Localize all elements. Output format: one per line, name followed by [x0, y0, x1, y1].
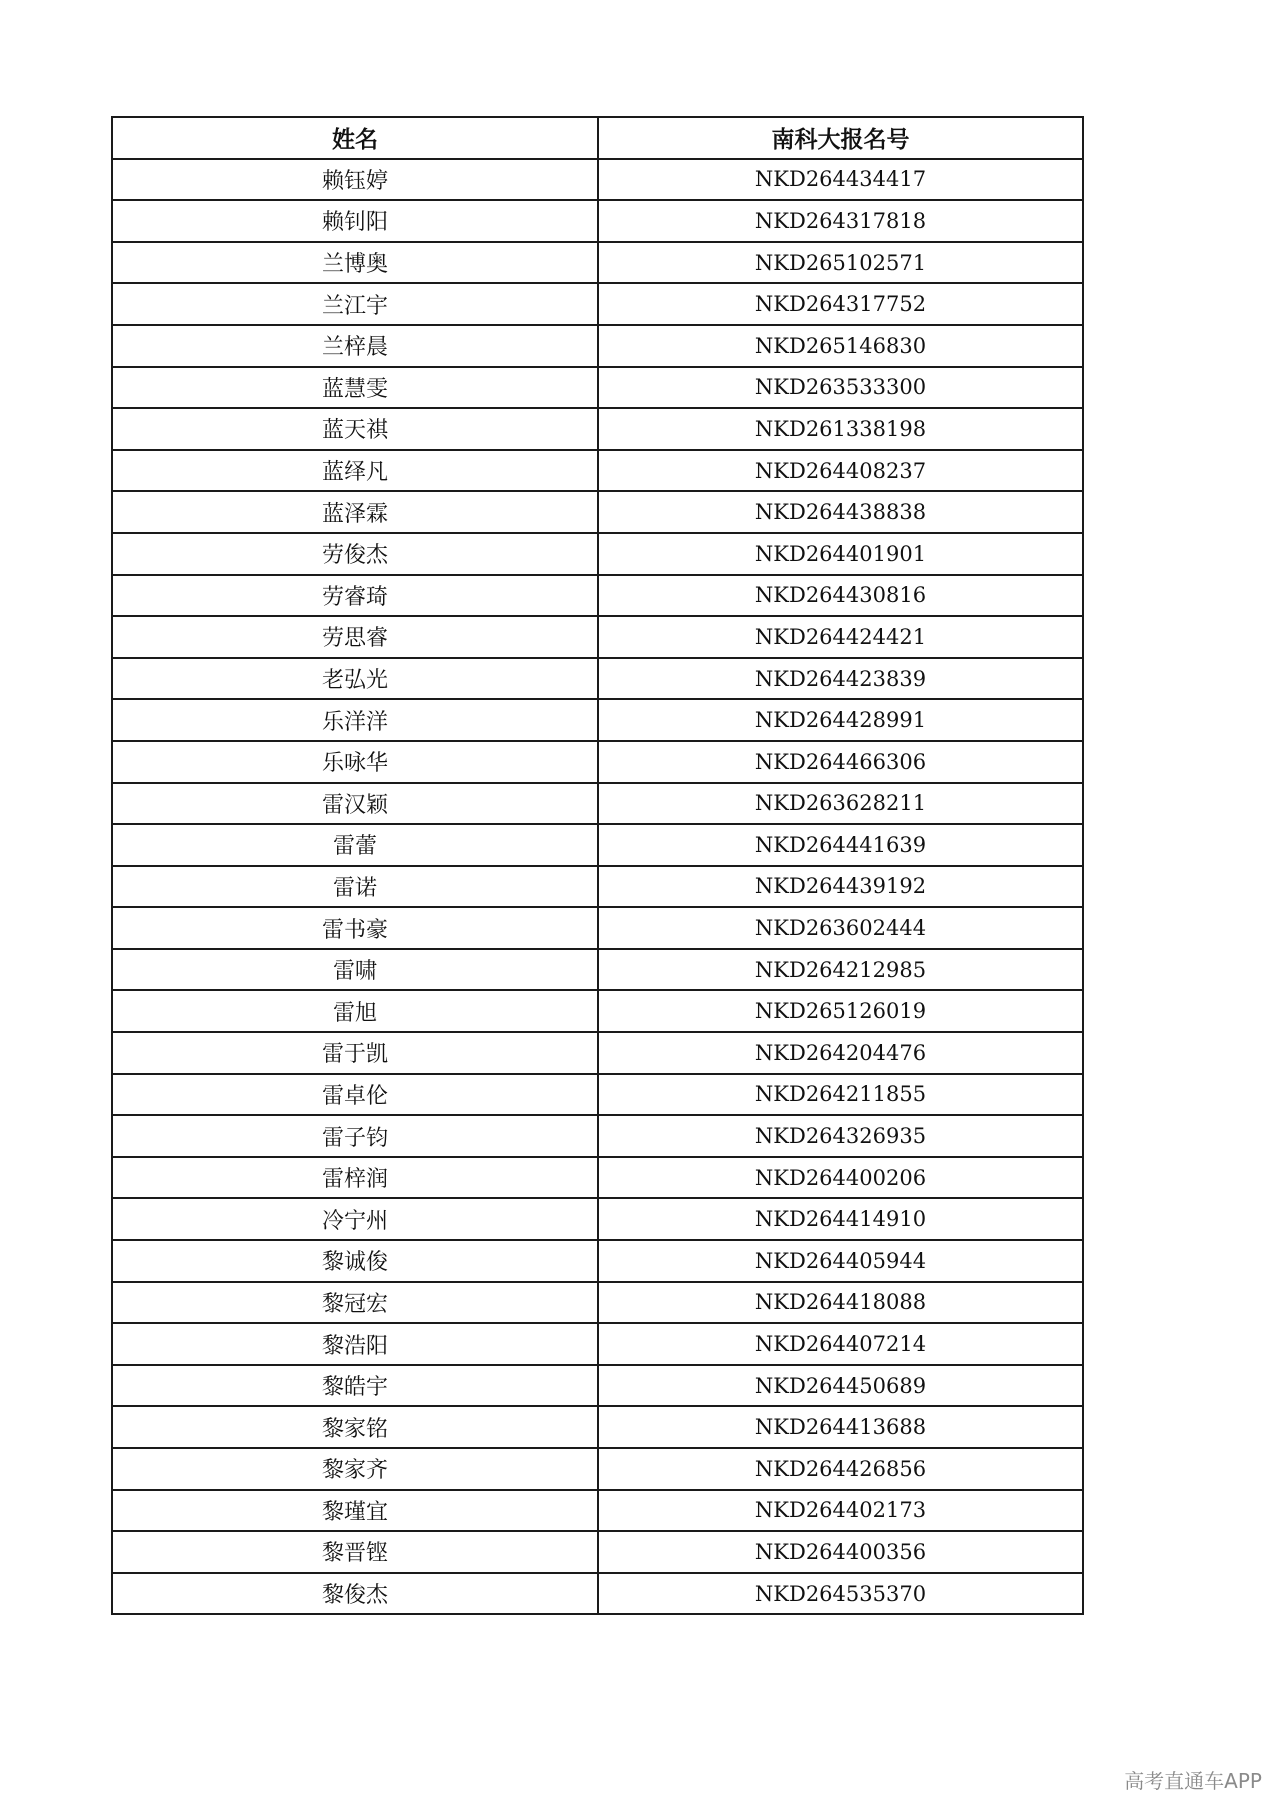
table-row [112, 1157, 1083, 1199]
registration-number-cell: NKD264424421 [598, 616, 1083, 658]
student-name-cell: 雷旭 [112, 990, 598, 1032]
student-name-cell: 雷蕾 [112, 824, 598, 866]
registration-number-cell: NKD264407214 [598, 1323, 1083, 1365]
student-name-cell: 黎家齐 [112, 1448, 598, 1490]
registration-number-cell: NKD263533300 [598, 367, 1083, 409]
student-name-cell: 黎冠宏 [112, 1282, 598, 1324]
registration-number-cell: NKD264402173 [598, 1490, 1083, 1532]
student-name-cell: 黎瑾宜 [112, 1490, 598, 1532]
registration-number-cell: NKD265126019 [598, 990, 1083, 1032]
registration-number-cell: NKD264212985 [598, 949, 1083, 991]
registration-number-cell: NKD264405944 [598, 1240, 1083, 1282]
student-name-cell: 黎家铭 [112, 1406, 598, 1448]
table-row [112, 450, 1083, 492]
admission-list-table [111, 116, 1084, 1615]
student-name-cell: 黎皓宇 [112, 1365, 598, 1407]
student-name-cell: 黎俊杰 [112, 1573, 598, 1615]
student-name-cell: 雷梓润 [112, 1157, 598, 1199]
student-name-cell: 雷汉颖 [112, 783, 598, 825]
registration-number-cell: NKD264414910 [598, 1198, 1083, 1240]
table-row [112, 242, 1083, 284]
table-row [112, 200, 1083, 242]
registration-number-cell: NKD264535370 [598, 1573, 1083, 1615]
registration-number-cell: NKD261338198 [598, 408, 1083, 450]
registration-number-cell: NKD264430816 [598, 575, 1083, 617]
table-row [112, 783, 1083, 825]
table-row [112, 907, 1083, 949]
registration-number-cell: NKD264423839 [598, 658, 1083, 700]
table-row [112, 1448, 1083, 1490]
watermark: 高考直通车APP [1124, 1769, 1262, 1793]
registration-number-cell: NKD264439192 [598, 866, 1083, 908]
table-row [112, 1531, 1083, 1573]
table-row [112, 1406, 1083, 1448]
name-column-header: 姓名 [112, 117, 598, 159]
table-row [112, 866, 1083, 908]
student-name-cell: 黎浩阳 [112, 1323, 598, 1365]
student-name-cell: 乐咏华 [112, 741, 598, 783]
table-row [112, 1573, 1083, 1615]
student-name-cell: 劳思睿 [112, 616, 598, 658]
registration-number-column-header: 南科大报名号 [598, 117, 1083, 159]
table-row [112, 658, 1083, 700]
registration-number-cell: NKD264413688 [598, 1406, 1083, 1448]
registration-number-cell: NKD264408237 [598, 450, 1083, 492]
student-name-cell: 乐洋洋 [112, 699, 598, 741]
table-row [112, 1032, 1083, 1074]
registration-number-cell: NKD264441639 [598, 824, 1083, 866]
table-row [112, 949, 1083, 991]
registration-number-cell: NKD264400206 [598, 1157, 1083, 1199]
registration-number-cell: NKD264317818 [598, 200, 1083, 242]
student-name-cell: 雷诺 [112, 866, 598, 908]
table-row [112, 1490, 1083, 1532]
table-row [112, 1115, 1083, 1157]
student-name-cell: 赖钰婷 [112, 159, 598, 201]
student-name-cell: 蓝绎凡 [112, 450, 598, 492]
table-row [112, 1074, 1083, 1116]
registration-number-cell: NKD264434417 [598, 159, 1083, 201]
table-row [112, 990, 1083, 1032]
registration-number-cell: NKD264400356 [598, 1531, 1083, 1573]
student-name-cell: 雷于凯 [112, 1032, 598, 1074]
registration-number-cell: NKD265102571 [598, 242, 1083, 284]
registration-number-cell: NKD264426856 [598, 1448, 1083, 1490]
table-row [112, 1365, 1083, 1407]
registration-number-cell: NKD264450689 [598, 1365, 1083, 1407]
student-name-cell: 雷子钧 [112, 1115, 598, 1157]
registration-number-cell: NKD265146830 [598, 325, 1083, 367]
table-row [112, 533, 1083, 575]
table-row [112, 1198, 1083, 1240]
registration-number-cell: NKD264401901 [598, 533, 1083, 575]
table-row [112, 741, 1083, 783]
table-row [112, 699, 1083, 741]
student-name-cell: 蓝泽霖 [112, 491, 598, 533]
table-body [112, 159, 1083, 1615]
table-row [112, 491, 1083, 533]
student-name-cell: 雷啸 [112, 949, 598, 991]
table-row [112, 1282, 1083, 1324]
registration-number-cell: NKD264204476 [598, 1032, 1083, 1074]
registration-number-cell: NKD264438838 [598, 491, 1083, 533]
registration-number-cell: NKD264418088 [598, 1282, 1083, 1324]
student-name-cell: 劳俊杰 [112, 533, 598, 575]
student-name-cell: 雷卓伦 [112, 1074, 598, 1116]
table-row [112, 283, 1083, 325]
student-name-cell: 劳睿琦 [112, 575, 598, 617]
student-name-cell: 蓝慧雯 [112, 367, 598, 409]
student-name-cell: 赖钊阳 [112, 200, 598, 242]
table-row [112, 367, 1083, 409]
table-row [112, 1240, 1083, 1282]
table-header-row [112, 117, 1083, 159]
table-row [112, 575, 1083, 617]
registration-number-cell: NKD264326935 [598, 1115, 1083, 1157]
table-row [112, 616, 1083, 658]
registration-number-cell: NKD264317752 [598, 283, 1083, 325]
table-row [112, 824, 1083, 866]
student-name-cell: 黎诚俊 [112, 1240, 598, 1282]
table-row [112, 325, 1083, 367]
student-name-cell: 黎晋铿 [112, 1531, 598, 1573]
student-name-cell: 兰江宇 [112, 283, 598, 325]
table-row [112, 408, 1083, 450]
student-name-cell: 雷书豪 [112, 907, 598, 949]
registration-number-cell: NKD264428991 [598, 699, 1083, 741]
student-name-cell: 老弘光 [112, 658, 598, 700]
registration-number-cell: NKD263602444 [598, 907, 1083, 949]
table-row [112, 1323, 1083, 1365]
student-name-cell: 兰梓晨 [112, 325, 598, 367]
table-row [112, 159, 1083, 201]
registration-number-cell: NKD264466306 [598, 741, 1083, 783]
student-name-cell: 蓝天祺 [112, 408, 598, 450]
registration-number-cell: NKD264211855 [598, 1074, 1083, 1116]
student-name-cell: 冷宁州 [112, 1198, 598, 1240]
registration-number-cell: NKD263628211 [598, 783, 1083, 825]
student-name-cell: 兰博奥 [112, 242, 598, 284]
